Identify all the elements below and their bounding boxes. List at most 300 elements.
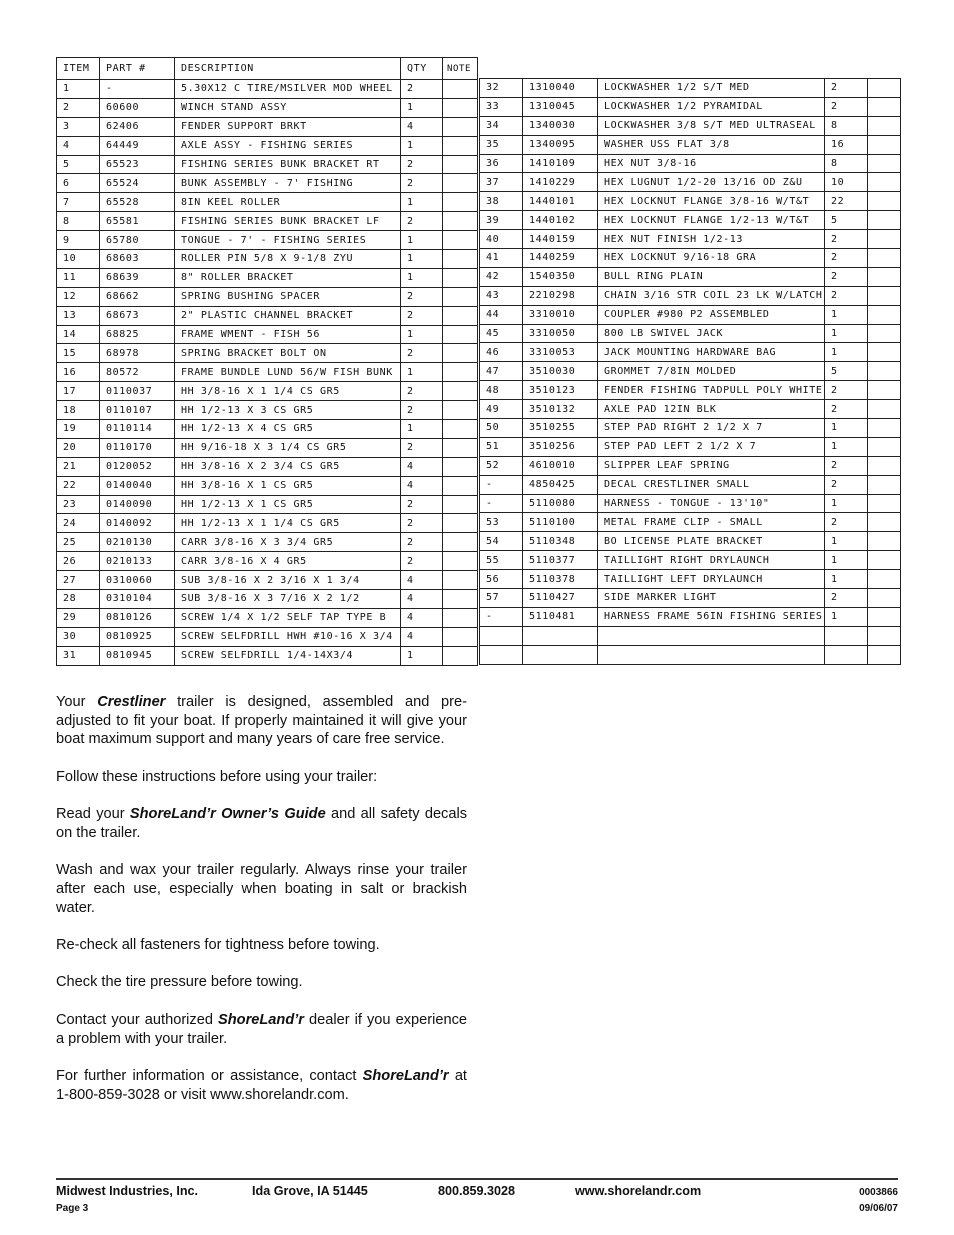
part-number-cell: 65523 (100, 155, 175, 174)
part-number-cell: 68978 (100, 344, 175, 363)
item-cell: 26 (57, 552, 100, 571)
item-cell: 44 (480, 305, 523, 324)
qty-cell: 8 (825, 154, 868, 173)
item-cell: - (480, 607, 523, 626)
paragraph-dealer (56, 1011, 467, 1048)
qty-cell: 1 (401, 268, 443, 287)
part-number-cell: 1440259 (523, 249, 598, 268)
table-row (57, 438, 478, 457)
description-cell: FENDER FISHING TADPULL POLY WHITE (598, 381, 825, 400)
qty-cell: 2 (825, 286, 868, 305)
part-number-cell: 0110037 (100, 382, 175, 401)
part-number-cell: 0810925 (100, 627, 175, 646)
description-cell: LOCKWASHER 3/8 S/T MED ULTRASEAL (598, 116, 825, 135)
table-row (57, 136, 478, 155)
description-cell: SCREW 1/4 X 1/2 SELF TAP TYPE B (175, 608, 401, 627)
item-cell: 42 (480, 267, 523, 286)
part-number-cell (523, 645, 598, 664)
item-cell: 16 (57, 363, 100, 382)
note-cell (443, 98, 478, 117)
description-cell: CARR 3/8-16 X 3 3/4 GR5 (175, 533, 401, 552)
item-cell: 24 (57, 514, 100, 533)
contact-text-a: For further information or assistance, contact (56, 1067, 363, 1084)
qty-cell: 4 (401, 571, 443, 590)
footer-page-number: Page 3 (56, 1203, 89, 1214)
qty-cell: 2 (825, 589, 868, 608)
read-text-a: Read your (56, 806, 130, 823)
table-row (57, 646, 478, 665)
part-number-cell: 1410229 (523, 173, 598, 192)
note-cell (868, 230, 901, 249)
qty-cell: 1 (825, 532, 868, 551)
description-cell: HH 3/8-16 X 2 3/4 CS GR5 (175, 457, 401, 476)
qty-cell: 4 (401, 476, 443, 495)
description-cell: STEP PAD RIGHT 2 1/2 X 7 (598, 419, 825, 438)
part-number-cell: 1310045 (523, 97, 598, 116)
description-cell: 8" ROLLER BRACKET (175, 268, 401, 287)
part-number-cell: 5110378 (523, 570, 598, 589)
description-cell: 5.30X12 C TIRE/MSILVER MOD WHEEL (175, 80, 401, 99)
description-cell: FISHING SERIES BUNK BRACKET LF (175, 212, 401, 231)
paragraph-fasteners: Re-check all fasteners for tightness before towing. (56, 937, 380, 954)
table-row (57, 325, 478, 344)
part-number-cell: 68673 (100, 306, 175, 325)
qty-cell: 1 (401, 193, 443, 212)
item-cell: 43 (480, 286, 523, 305)
qty-cell: 4 (401, 627, 443, 646)
table-row (57, 457, 478, 476)
item-cell: 12 (57, 287, 100, 306)
table-row (57, 268, 478, 287)
item-cell: 36 (480, 154, 523, 173)
table-row (57, 155, 478, 174)
header-part-number: PART # (100, 58, 175, 80)
qty-cell: 2 (825, 513, 868, 532)
table-row (480, 79, 901, 98)
paragraph-tire: Check the tire pressure before towing. (56, 974, 303, 991)
note-cell (868, 400, 901, 419)
qty-cell: 1 (401, 325, 443, 344)
part-number-cell: 62406 (100, 117, 175, 136)
qty-cell: 8 (825, 116, 868, 135)
description-cell: HH 1/2-13 X 1 CS GR5 (175, 495, 401, 514)
header-description: DESCRIPTION (175, 58, 401, 80)
item-cell: 25 (57, 533, 100, 552)
note-cell (868, 419, 901, 438)
part-number-cell: 3310053 (523, 343, 598, 362)
qty-cell: 4 (401, 608, 443, 627)
note-cell (868, 173, 901, 192)
description-cell: ROLLER PIN 5/8 X 9-1/8 ZYU (175, 250, 401, 269)
table-row (480, 154, 901, 173)
table-row (480, 513, 901, 532)
part-number-cell: 65780 (100, 231, 175, 250)
item-cell: 18 (57, 401, 100, 420)
note-cell (868, 626, 901, 645)
qty-cell: 2 (401, 344, 443, 363)
table-row (480, 570, 901, 589)
table-row (480, 437, 901, 456)
footer-city: Ida Grove, IA 51445 (252, 1184, 368, 1198)
table-header-row (57, 58, 478, 80)
description-cell: HEX LOCKNUT FLANGE 1/2-13 W/T&T (598, 211, 825, 230)
table-row (57, 363, 478, 382)
note-cell (868, 456, 901, 475)
table-row (480, 116, 901, 135)
table-row (480, 475, 901, 494)
qty-cell: 1 (825, 305, 868, 324)
qty-cell: 1 (401, 363, 443, 382)
table-row (480, 589, 901, 608)
table-row (57, 420, 478, 439)
description-cell: COUPLER #980 P2 ASSEMBLED (598, 305, 825, 324)
qty-cell: 2 (825, 381, 868, 400)
item-cell: 6 (57, 174, 100, 193)
table-row (57, 571, 478, 590)
item-cell: 23 (57, 495, 100, 514)
item-cell: 37 (480, 173, 523, 192)
note-cell (443, 250, 478, 269)
note-cell (443, 268, 478, 287)
description-cell: HEX LUGNUT 1/2-20 13/16 OD Z&U (598, 173, 825, 192)
part-number-cell: 0140092 (100, 514, 175, 533)
part-number-cell: 1540350 (523, 267, 598, 286)
part-number-cell: 1340095 (523, 135, 598, 154)
item-cell: 29 (57, 608, 100, 627)
qty-cell: 2 (401, 287, 443, 306)
brand-crestliner: Crestliner (97, 694, 166, 710)
parts-table-left (56, 57, 478, 666)
paragraph-read-guide (56, 805, 467, 842)
item-cell: 21 (57, 457, 100, 476)
part-number-cell: 3510256 (523, 437, 598, 456)
item-cell: 4 (57, 136, 100, 155)
qty-cell: 1 (401, 250, 443, 269)
note-cell (868, 607, 901, 626)
table-row (480, 286, 901, 305)
note-cell (868, 97, 901, 116)
table-row (57, 212, 478, 231)
part-number-cell: 1310040 (523, 79, 598, 98)
table-row (57, 344, 478, 363)
table-row (57, 533, 478, 552)
item-cell: 50 (480, 419, 523, 438)
description-cell: LOCKWASHER 1/2 PYRAMIDAL (598, 97, 825, 116)
part-number-cell: 5110481 (523, 607, 598, 626)
part-number-cell: 3310010 (523, 305, 598, 324)
note-cell (868, 249, 901, 268)
brand-shorelandr: ShoreLand’r (218, 1011, 304, 1028)
item-cell (480, 645, 523, 664)
note-cell (868, 192, 901, 211)
note-cell (443, 325, 478, 344)
description-cell: JACK MOUNTING HARDWARE BAG (598, 343, 825, 362)
item-cell: 30 (57, 627, 100, 646)
part-number-cell: 1340030 (523, 116, 598, 135)
item-cell: 7 (57, 193, 100, 212)
dealer-text-b: dealer if you experience a problem with your trailer. (56, 1011, 467, 1047)
part-number-cell: 5110427 (523, 589, 598, 608)
part-number-cell: 0210133 (100, 552, 175, 571)
item-cell: 38 (480, 192, 523, 211)
description-cell: TONGUE - 7' - FISHING SERIES (175, 231, 401, 250)
note-cell (443, 627, 478, 646)
part-number-cell: 5110100 (523, 513, 598, 532)
qty-cell: 1 (401, 231, 443, 250)
description-cell: SIDE MARKER LIGHT (598, 589, 825, 608)
description-cell: SUB 3/8-16 X 2 3/16 X 1 3/4 (175, 571, 401, 590)
table-row (57, 250, 478, 269)
note-cell (443, 344, 478, 363)
item-cell: 11 (57, 268, 100, 287)
description-cell: HH 1/2-13 X 4 CS GR5 (175, 420, 401, 439)
item-cell: 31 (57, 646, 100, 665)
note-cell (443, 476, 478, 495)
description-cell: 800 LB SWIVEL JACK (598, 324, 825, 343)
qty-cell: 1 (825, 494, 868, 513)
item-cell: 40 (480, 230, 523, 249)
description-cell: 8IN KEEL ROLLER (175, 193, 401, 212)
description-cell: BULL RING PLAIN (598, 267, 825, 286)
part-number-cell: 3310050 (523, 324, 598, 343)
description-cell: WINCH STAND ASSY (175, 98, 401, 117)
table-row (480, 249, 901, 268)
note-cell (868, 513, 901, 532)
part-number-cell: 68825 (100, 325, 175, 344)
note-cell (868, 362, 901, 381)
qty-cell: 4 (401, 117, 443, 136)
description-cell: STEP PAD LEFT 2 1/2 X 7 (598, 437, 825, 456)
description-cell: AXLE ASSY - FISHING SERIES (175, 136, 401, 155)
brand-shorelandr-contact: ShoreLand’r (362, 1067, 449, 1084)
item-cell: 45 (480, 324, 523, 343)
description-cell: WASHER USS FLAT 3/8 (598, 135, 825, 154)
note-cell (868, 381, 901, 400)
part-number-cell: 65581 (100, 212, 175, 231)
item-cell: 13 (57, 306, 100, 325)
item-cell: - (480, 475, 523, 494)
description-cell: SPRING BUSHING SPACER (175, 287, 401, 306)
part-number-cell: 2210298 (523, 286, 598, 305)
description-cell: HEX LOCKNUT 9/16-18 GRA (598, 249, 825, 268)
item-cell: 32 (480, 79, 523, 98)
table-row (480, 230, 901, 249)
table-row (480, 362, 901, 381)
qty-cell: 1 (825, 324, 868, 343)
qty-cell: 1 (401, 136, 443, 155)
qty-cell (825, 645, 868, 664)
qty-cell: 1 (825, 551, 868, 570)
item-cell: 41 (480, 249, 523, 268)
table-row (57, 80, 478, 99)
dealer-text-a: Contact your authorized (56, 1011, 219, 1028)
table-row (480, 381, 901, 400)
note-cell (443, 287, 478, 306)
note-cell (443, 136, 478, 155)
note-cell (868, 305, 901, 324)
item-cell: 49 (480, 400, 523, 419)
intro-text-a: Your (56, 694, 98, 710)
note-cell (868, 475, 901, 494)
qty-cell: 2 (825, 267, 868, 286)
item-cell (480, 626, 523, 645)
paragraph-follow: Follow these instructions before using your trailer: (56, 768, 378, 785)
table-row (57, 287, 478, 306)
description-cell: HARNESS FRAME 56IN FISHING SERIES (598, 607, 825, 626)
table-row (57, 306, 478, 325)
table-row (480, 135, 901, 154)
footer-divider (56, 1178, 898, 1180)
description-cell: SCREW SELFDRILL HWH #10-16 X 3/4 (175, 627, 401, 646)
part-number-cell: 65524 (100, 174, 175, 193)
description-cell: HEX LOCKNUT FLANGE 3/8-16 W/T&T (598, 192, 825, 211)
qty-cell: 2 (401, 401, 443, 420)
part-number-cell: 1440159 (523, 230, 598, 249)
item-cell: 56 (480, 570, 523, 589)
part-number-cell: 65528 (100, 193, 175, 212)
part-number-cell: 5110080 (523, 494, 598, 513)
qty-cell: 2 (825, 97, 868, 116)
note-cell (443, 646, 478, 665)
table-row (480, 494, 901, 513)
note-cell (868, 211, 901, 230)
qty-cell: 1 (825, 343, 868, 362)
qty-cell: 16 (825, 135, 868, 154)
table-row (57, 98, 478, 117)
table-row (480, 267, 901, 286)
description-cell: HH 1/2-13 X 1 1/4 CS GR5 (175, 514, 401, 533)
part-number-cell: 0810126 (100, 608, 175, 627)
item-cell: 8 (57, 212, 100, 231)
description-cell: HH 3/8-16 X 1 CS GR5 (175, 476, 401, 495)
part-number-cell: 68662 (100, 287, 175, 306)
item-cell: 51 (480, 437, 523, 456)
qty-cell: 2 (401, 533, 443, 552)
item-cell: 35 (480, 135, 523, 154)
qty-cell: 4 (401, 590, 443, 609)
part-number-cell: 3510132 (523, 400, 598, 419)
item-cell: 1 (57, 80, 100, 99)
table-row (57, 174, 478, 193)
table-row (480, 192, 901, 211)
note-cell (443, 514, 478, 533)
footer-company: Midwest Industries, Inc. (56, 1184, 199, 1198)
item-cell: 52 (480, 456, 523, 475)
description-cell: SCREW SELFDRILL 1/4-14X3/4 (175, 646, 401, 665)
note-cell (868, 589, 901, 608)
item-cell: 39 (480, 211, 523, 230)
table-row (480, 645, 901, 664)
qty-cell: 1 (825, 607, 868, 626)
qty-cell: 1 (401, 646, 443, 665)
table-row (57, 514, 478, 533)
item-cell: 28 (57, 590, 100, 609)
description-cell: HEX NUT 3/8-16 (598, 154, 825, 173)
description-cell: METAL FRAME CLIP - SMALL (598, 513, 825, 532)
note-cell (443, 212, 478, 231)
description-cell: HH 9/16-18 X 3 1/4 CS GR5 (175, 438, 401, 457)
table-row (480, 626, 901, 645)
qty-cell: 4 (401, 457, 443, 476)
description-cell: CHAIN 3/16 STR COIL 23 LK W/LATCH (598, 286, 825, 305)
owners-guide-title: ShoreLand’r Owner’s Guide (129, 806, 326, 823)
table-row (480, 173, 901, 192)
note-cell (868, 343, 901, 362)
part-number-cell: 0310060 (100, 571, 175, 590)
table-row (57, 552, 478, 571)
note-cell (443, 363, 478, 382)
table-row (480, 607, 901, 626)
part-number-cell: 4850425 (523, 475, 598, 494)
qty-cell: 1 (825, 437, 868, 456)
part-number-cell: 80572 (100, 363, 175, 382)
part-number-cell (523, 626, 598, 645)
part-number-cell: 0120052 (100, 457, 175, 476)
qty-cell: 22 (825, 192, 868, 211)
description-cell: HEX NUT FINISH 1/2-13 (598, 230, 825, 249)
table-row (57, 231, 478, 250)
part-number-cell: 5110377 (523, 551, 598, 570)
note-cell (443, 401, 478, 420)
note-cell (443, 438, 478, 457)
table-row (57, 495, 478, 514)
note-cell (868, 154, 901, 173)
qty-cell: 2 (825, 475, 868, 494)
part-number-cell: 4610010 (523, 456, 598, 475)
note-cell (868, 437, 901, 456)
paragraph-intro (56, 693, 467, 749)
part-number-cell: 1410109 (523, 154, 598, 173)
qty-cell (825, 626, 868, 645)
table-row (57, 590, 478, 609)
description-cell (598, 645, 825, 664)
item-cell: 9 (57, 231, 100, 250)
note-cell (443, 231, 478, 250)
footer-date: 09/06/07 (859, 1203, 898, 1214)
note-cell (443, 590, 478, 609)
note-cell (443, 495, 478, 514)
description-cell: FRAME BUNDLE LUND 56/W FISH BUNK (175, 363, 401, 382)
description-cell: LOCKWASHER 1/2 S/T MED (598, 79, 825, 98)
care-instructions (56, 693, 467, 1123)
note-cell (443, 571, 478, 590)
note-cell (443, 457, 478, 476)
description-cell: HARNESS - TONGUE - 13'10" (598, 494, 825, 513)
read-text-b: and all safety decals on the trailer. (56, 806, 468, 841)
note-cell (868, 645, 901, 664)
description-cell: 2" PLASTIC CHANNEL BRACKET (175, 306, 401, 325)
note-cell (443, 552, 478, 571)
qty-cell: 2 (825, 456, 868, 475)
table-row (480, 532, 901, 551)
item-cell: 33 (480, 97, 523, 116)
qty-cell: 2 (401, 552, 443, 571)
qty-cell: 1 (825, 570, 868, 589)
description-cell: BO LICENSE PLATE BRACKET (598, 532, 825, 551)
qty-cell: 2 (401, 438, 443, 457)
description-cell: SPRING BRACKET BOLT ON (175, 344, 401, 363)
description-cell: CARR 3/8-16 X 4 GR5 (175, 552, 401, 571)
part-number-cell: 1440102 (523, 211, 598, 230)
item-cell: 46 (480, 343, 523, 362)
footer-doc-number: 0003866 (859, 1187, 898, 1198)
qty-cell: 2 (401, 495, 443, 514)
note-cell (868, 79, 901, 98)
note-cell (868, 532, 901, 551)
description-cell: DECAL CRESTLINER SMALL (598, 475, 825, 494)
description-cell: TAILLIGHT LEFT DRYLAUNCH (598, 570, 825, 589)
qty-cell: 1 (401, 98, 443, 117)
